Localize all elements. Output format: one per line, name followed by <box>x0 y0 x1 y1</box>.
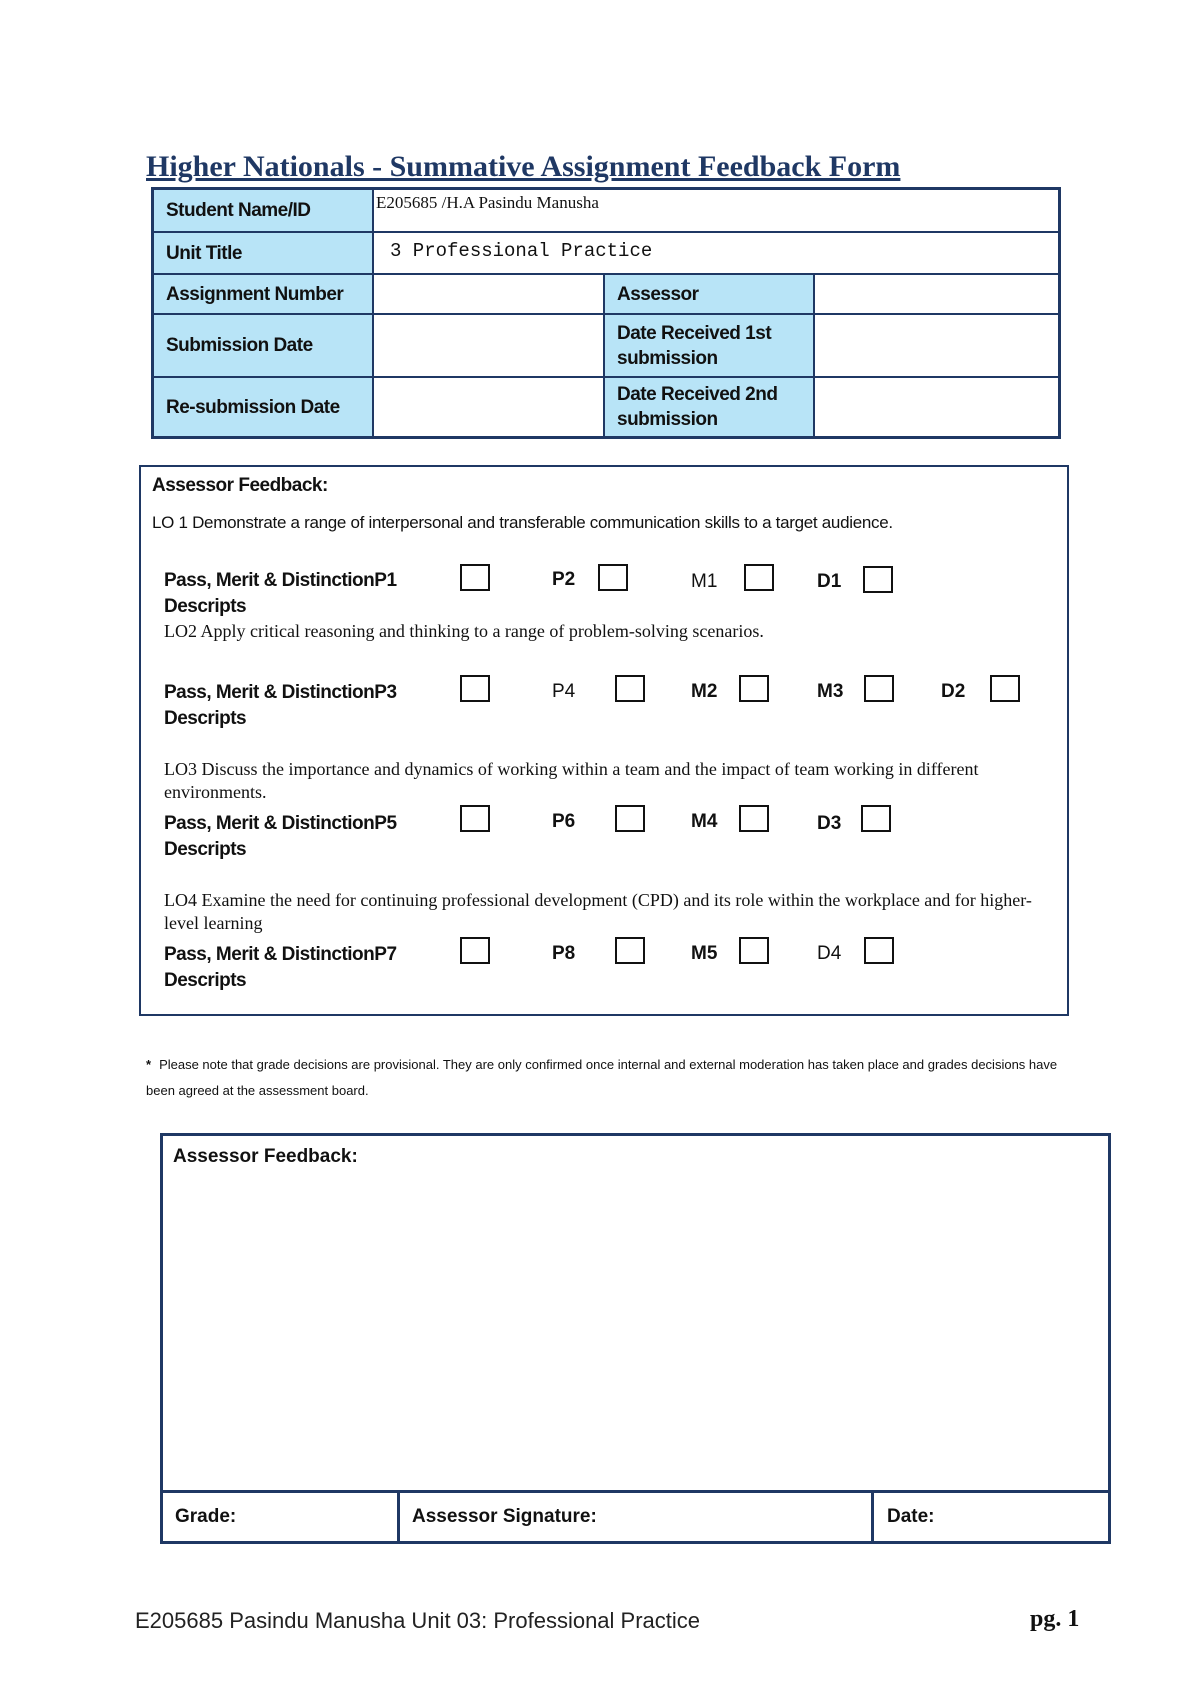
divider <box>397 1490 400 1542</box>
divider <box>163 1490 1108 1493</box>
submission-date-label: Submission Date <box>153 314 373 377</box>
date-received-1-label: Date Received 1st submission <box>604 314 814 377</box>
row-label: Pass, Merit & DistinctionP1 Descripts <box>164 570 397 617</box>
page-number: pg. 1 <box>1030 1606 1080 1632</box>
assignment-number-label: Assignment Number <box>153 274 373 314</box>
page-title: Higher Nationals - Summative Assignment Feedback Form <box>146 150 901 183</box>
student-name-field[interactable]: E205685 /H.A Pasindu Manusha <box>373 189 1059 232</box>
assignment-number-field[interactable] <box>373 274 604 314</box>
grade-label: Grade: <box>175 1506 237 1527</box>
criteria-section <box>139 465 1069 1016</box>
row-label: Pass, Merit & DistinctionP5 Descripts <box>164 813 397 860</box>
code-d1: D1 <box>817 571 842 592</box>
resubmission-date-label: Re-submission Date <box>153 377 373 437</box>
lo4-text: LO4 Examine the need for continuing professional development (CPD) and its role within the workplace and for higher-level learning <box>164 890 1032 933</box>
checkbox-p1[interactable] <box>460 564 490 591</box>
checkbox-d1[interactable] <box>863 566 893 593</box>
code-d2: D2 <box>941 681 966 702</box>
code-p2: P2 <box>552 569 576 590</box>
criteria-heading: Assessor Feedback: <box>152 475 328 496</box>
page-footer: E205685 Pasindu Manusha Unit 03: Professional Practice <box>135 1608 701 1633</box>
note-text: Please note that grade decisions are provisional. They are only confirmed once internal and external moderation has taken place and grades decisions have been agreed at the assessment board. <box>146 1057 1058 1098</box>
code-p5: P5 <box>374 813 397 834</box>
checkbox-m2[interactable] <box>739 675 769 702</box>
checkbox-d3[interactable] <box>861 805 891 832</box>
checkbox-p2[interactable] <box>598 564 628 591</box>
row-label: Pass, Merit & DistinctionP3 Descripts <box>164 682 397 729</box>
code-m5: M5 <box>691 943 718 964</box>
code-m4: M4 <box>691 811 718 832</box>
checkbox-p8[interactable] <box>615 937 645 964</box>
provisional-note <box>146 1052 1076 1104</box>
code-m3: M3 <box>817 681 844 702</box>
checkbox-p7[interactable] <box>460 937 490 964</box>
checkbox-p4[interactable] <box>615 675 645 702</box>
resubmission-date-field[interactable] <box>373 377 604 437</box>
code-p4: P4 <box>552 681 576 702</box>
code-p1: P1 <box>374 570 397 591</box>
unit-title-field[interactable]: 3 Professional Practice <box>373 232 1059 274</box>
lo1-text: LO 1 Demonstrate a range of interpersonal and transferable communication skills to a target audience. <box>152 513 893 532</box>
checkbox-m5[interactable] <box>739 937 769 964</box>
student-name-label: Student Name/ID <box>153 189 373 232</box>
assessor-label: Assessor <box>604 274 814 314</box>
date-received-1-field[interactable] <box>814 314 1059 377</box>
code-p6: P6 <box>552 811 576 832</box>
feedback-heading: Assessor Feedback: <box>173 1146 358 1167</box>
checkbox-d4[interactable] <box>864 937 894 964</box>
checkbox-d2[interactable] <box>990 675 1020 702</box>
assessor-feedback-box <box>160 1133 1111 1544</box>
note-bullet: * <box>146 1057 152 1072</box>
assessor-field[interactable] <box>814 274 1059 314</box>
assessor-signature-label: Assessor Signature: <box>412 1506 597 1527</box>
code-d3: D3 <box>817 813 842 834</box>
code-p7: P7 <box>374 944 397 965</box>
date-received-2-field[interactable] <box>814 377 1059 437</box>
code-m2: M2 <box>691 681 718 702</box>
checkbox-m3[interactable] <box>864 675 894 702</box>
lo3-text: LO3 Discuss the importance and dynamics of working within a team and the impact of team working in different environments. <box>164 759 979 802</box>
lo2-text: LO2 Apply critical reasoning and thinking to a range of problem-solving scenarios. <box>164 621 764 641</box>
code-p8: P8 <box>552 943 576 964</box>
code-m1: M1 <box>691 571 718 592</box>
checkbox-p3[interactable] <box>460 675 490 702</box>
date-received-2-label: Date Received 2nd submission <box>604 377 814 437</box>
date-label: Date: <box>887 1506 935 1527</box>
code-d4: D4 <box>817 943 842 964</box>
checkbox-p6[interactable] <box>615 805 645 832</box>
checkbox-p5[interactable] <box>460 805 490 832</box>
code-p3: P3 <box>374 682 397 703</box>
checkbox-m4[interactable] <box>739 805 769 832</box>
unit-title-label: Unit Title <box>153 232 373 274</box>
row-label: Pass, Merit & DistinctionP7 Descripts <box>164 944 397 991</box>
divider <box>871 1490 874 1542</box>
submission-date-field[interactable] <box>373 314 604 377</box>
checkbox-m1[interactable] <box>744 564 774 591</box>
student-info-table <box>151 187 1061 439</box>
